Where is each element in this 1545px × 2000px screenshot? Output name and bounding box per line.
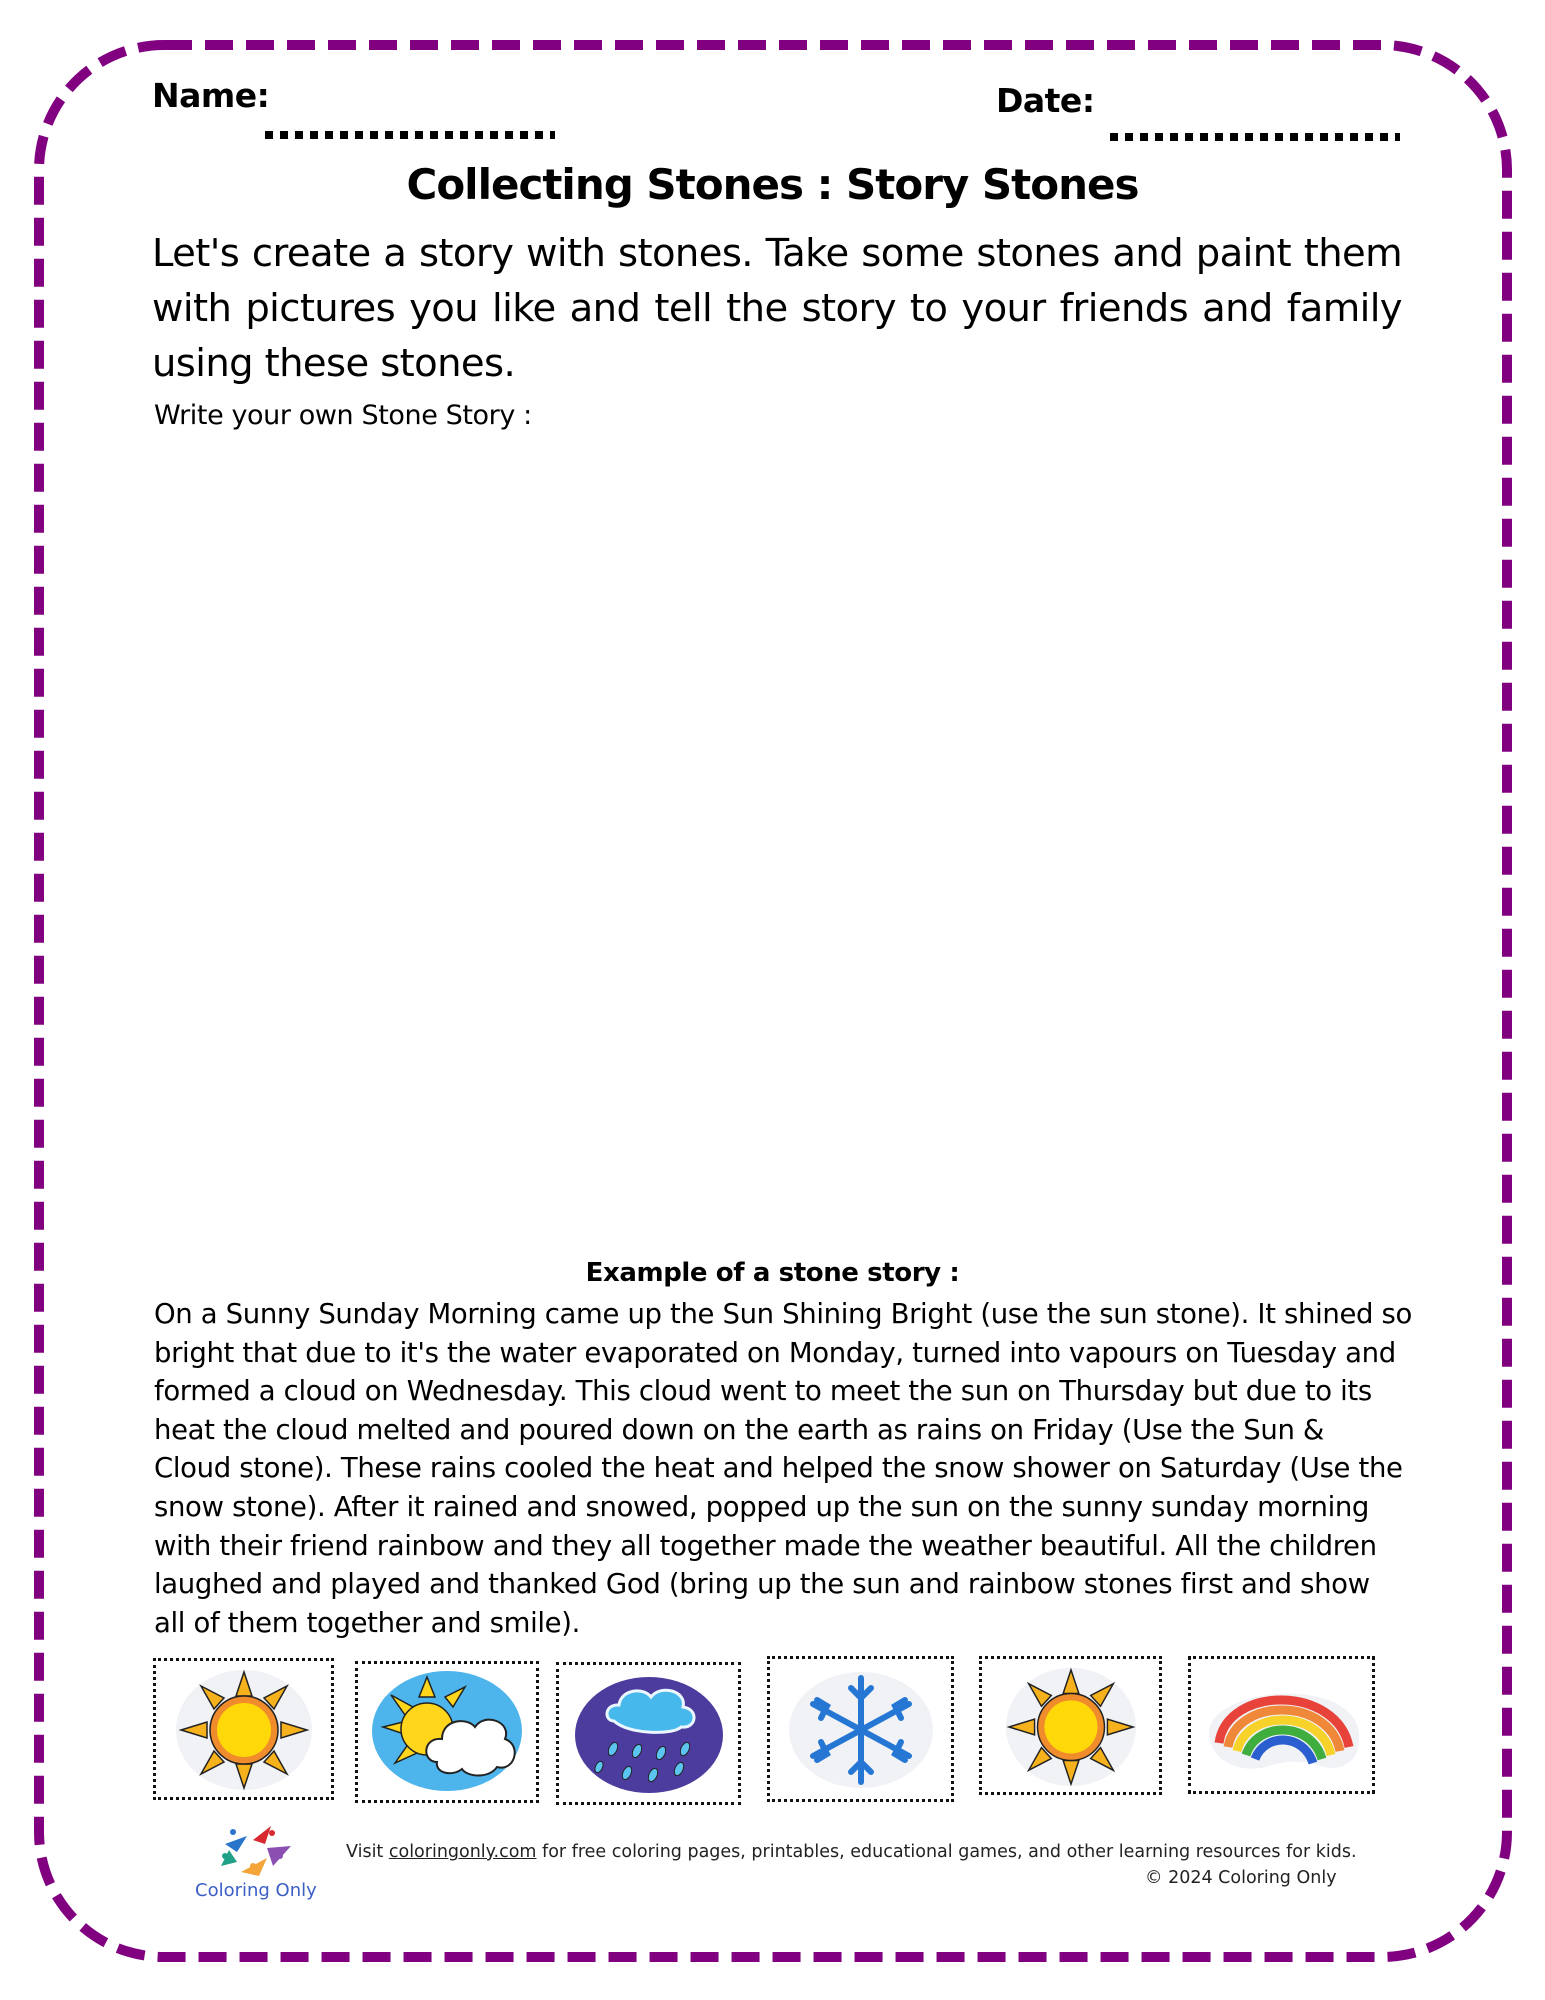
stone-card-snow [767,1656,954,1802]
story-line: On a Sunny Sunday Morning came up the Sun Shining Bright (use the sun stone). It shined so [154,1298,1412,1330]
page-title: Collecting Stones : Story Stones [406,160,1139,209]
coloringonly-link[interactable]: coloringonly.com [388,1842,537,1862]
story-writing-area[interactable] [152,445,1402,1235]
logo-text: Coloring Only [195,1880,317,1901]
story-line: snow stone). After it rained and snowed, popped up the sun on the sunny sunday morning [154,1490,1370,1523]
example-heading: Example of a stone story : [585,1258,960,1288]
snowflake-stone-icon [781,1664,941,1794]
stone-card-sun [153,1658,334,1800]
story-line: Cloud stone). These rains cooled the heat and helped the snow shower on Saturday (Use the [154,1452,1403,1485]
story-line: bright that due to it's the water evaporated on Monday, turned into vapours on Tuesday and [154,1336,1396,1369]
story-line: heat the cloud melted and poured down on the earth as rains on Friday (Use the Sun & [154,1413,1325,1446]
date-field-line[interactable] [1110,133,1400,141]
name-field-line[interactable] [265,131,555,139]
sun-cloud-stone-icon [367,1667,527,1797]
story-line: formed a cloud on Wednesday. This cloud went to meet the sun on Thursday but due to its [154,1375,1372,1408]
story-line: all of them together and smile). [154,1606,581,1639]
story-line: with their friend rainbow and they all together made the weather beautiful. All the children [154,1529,1377,1562]
rain-cloud-stone-icon [569,1669,729,1799]
copyright-text: © 2024 Coloring Only [1145,1868,1337,1888]
story-line: laughed and played and thanked God (bring up the sun and rainbow stones first and show [154,1568,1370,1601]
stone-card-sun-2 [979,1656,1162,1795]
intro-paragraph: Let's create a story with stones. Take some stones and paint them with pictures you like and tell the story to your friends and family using these stones. [152,231,1402,386]
coloring-only-logo-icon [215,1822,295,1878]
stone-card-sun-cloud [355,1661,539,1803]
stone-card-rainbow [1188,1656,1375,1794]
footer-visit-text: Visit coloringonly.com for free coloring pages, printables, educational games, and other learning resources for kids. [346,1842,1357,1862]
write-story-prompt: Write your own Stone Story : [154,400,532,431]
sun-stone-icon [996,1662,1146,1790]
example-story [154,1295,1414,1642]
rainbow-stone-icon [1197,1665,1367,1785]
name-label: Name: [152,76,270,115]
sun-stone-icon [169,1664,319,1794]
date-label: Date: [996,81,1095,120]
stone-card-rain [556,1662,741,1805]
